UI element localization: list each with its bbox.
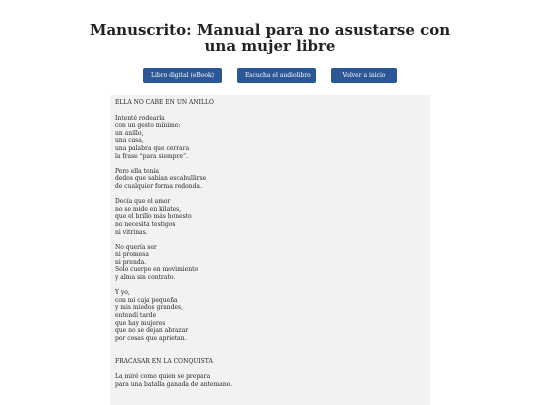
poem-line: Pero ella tenía — [115, 167, 159, 175]
poem-line: y alma sin contrato. — [115, 274, 176, 282]
poem-line: ni vitrinas. — [115, 228, 148, 236]
stanza — [115, 244, 425, 282]
poem-line: una casa, — [115, 137, 144, 145]
poem-line: Solo cuerpo en movimiento — [115, 266, 199, 274]
poem-line: La miré como quien se prepara — [115, 373, 211, 381]
poem-title: ELLA NO CABE EN UN ANILLO — [115, 99, 214, 106]
poem-line: Y yo, — [115, 289, 130, 297]
stanza — [115, 168, 425, 191]
poem-line: y mis miedos grandes, — [115, 304, 184, 312]
poem-line: Intenté rodearla — [115, 114, 165, 122]
page-title — [0, 22, 540, 54]
audiobook-button[interactable]: Escucha el audiolibro — [237, 68, 316, 83]
poem-line: por cosas que aprietan. — [115, 334, 187, 342]
poem-line: No quería ser — [115, 243, 157, 251]
stanza — [115, 289, 425, 342]
page-title-line-2: una mujer libre — [204, 37, 336, 55]
stanza — [115, 198, 425, 236]
stanza — [115, 373, 425, 388]
poem-line: que hay mujeres — [115, 319, 166, 327]
poem-line: una palabra que cerrara — [115, 144, 190, 152]
manuscript-content — [110, 95, 430, 405]
action-buttons — [0, 68, 540, 83]
poem-line: un anillo, — [115, 129, 144, 137]
poem-line: ni prenda. — [115, 258, 147, 266]
poem-line: no se mide en kilates, — [115, 205, 182, 213]
poem-line: para una batalla ganada de antemano. — [115, 380, 233, 388]
poem-separator — [115, 350, 425, 358]
poem-line: Decía que el amor — [115, 198, 171, 206]
poem-line: que no se dejan abrazar — [115, 327, 189, 335]
poem-line: dedos que sabían escabullirse — [115, 175, 207, 183]
poem-line: la frase “para siempre”. — [115, 152, 188, 160]
poem-line: con un gesto mínimo: — [115, 122, 181, 130]
poem-line: no necesita testigos — [115, 220, 176, 228]
poem-line: que el brillo más honesto — [115, 213, 192, 221]
poem-title: FRACASAR EN LA CONQUISTA — [115, 357, 213, 365]
poem-line: con mi caja pequeña — [115, 296, 178, 304]
home-button[interactable]: Volver a inicio — [331, 68, 397, 83]
poem-line: ni promesa — [115, 251, 149, 259]
page-title-line-1: Manuscrito: Manual para no asustarse con — [89, 21, 451, 39]
ebook-button[interactable]: Libro digital (eBook) — [143, 68, 222, 83]
stanza — [115, 115, 425, 161]
poem-line: de cualquier forma redonda. — [115, 182, 202, 190]
poem-line: entendí tarde — [115, 312, 157, 320]
